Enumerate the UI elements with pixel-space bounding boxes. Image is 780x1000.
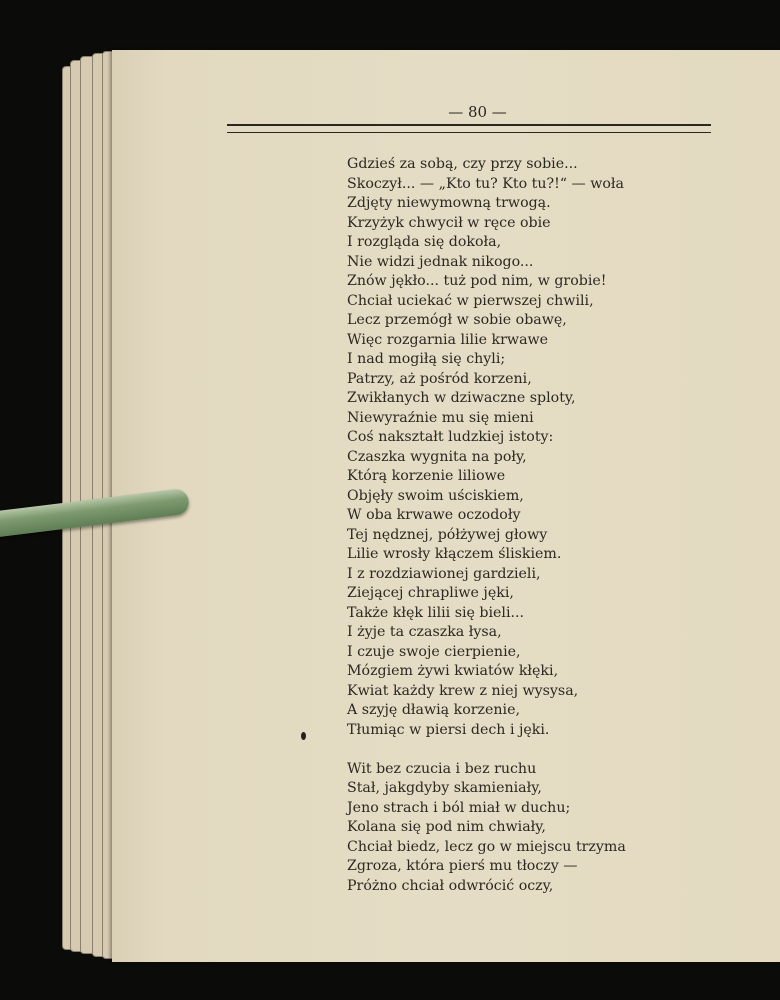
poem-line: Tłumiąc w piersi dech i jęki. [347, 721, 550, 738]
poem-line: Chciał uciekać w pierwszej chwili, [347, 292, 594, 309]
poem-line: Krzyżyk chwycił w ręce obie [347, 214, 551, 231]
page-number: — 80 — [448, 103, 507, 121]
poem-line: W oba krwawe oczodoły [347, 507, 521, 523]
header-rule-thin [227, 132, 711, 133]
poem-line: Kolana się pod nim chwiały, [347, 819, 546, 835]
poem-line: Wit bez czucia i bez ruchu [347, 760, 537, 777]
poem-line: I rozgląda się dokoła, [347, 234, 502, 250]
poem-line: I nad mogiłą się chyli; [347, 351, 506, 367]
poem-line: Lecz przemógł w sobie obawę, [347, 312, 567, 328]
stanza-gap [347, 740, 667, 760]
poem-text [347, 155, 667, 896]
poem-line: A szyję dławią korzenie, [347, 702, 520, 718]
poem-line: Czaszka wygnita na poły, [347, 448, 527, 465]
poem-line: Lilie wrosły kłączem śliskiem. [347, 546, 562, 562]
poem-line: Próżno chciał odwrócić oczy, [347, 877, 554, 894]
header-rule [227, 124, 711, 126]
poem-line: Objęły swoim uściskiem, [347, 487, 524, 504]
poem-line: Kwiat każdy krew z niej wysysa, [347, 682, 579, 699]
poem-line: Skoczył... — „Kto tu? Kto tu?!“ — woła [347, 175, 624, 192]
poem-line: Tej nędznej, półżywej głowy [347, 526, 548, 543]
poem-line: Mózgiem żywi kwiatów kłęki, [347, 663, 559, 679]
poem-line: Także kłęk lilii się bieli... [347, 604, 525, 621]
poem-line: Zgroza, która pierś mu tłoczy — [347, 858, 578, 874]
poem-line: Stał, jakgdyby skamieniały, [347, 780, 542, 796]
poem-line: I z rozdziawionej gardzieli, [347, 565, 541, 582]
poem-line: Zwikłanych w dziwaczne sploty, [347, 390, 576, 406]
poem-line: Którą korzenie liliowe [347, 468, 506, 484]
poem-line: Ziejącej chrapliwe jęki, [347, 585, 514, 601]
poem-line: Chciał biedz, lecz go w miejscu trzyma [347, 838, 626, 855]
poem-line: Znów jękło... tuż pod nim, w grobie! [347, 273, 607, 289]
poem-line: Niewyraźnie mu się mieni [347, 409, 534, 426]
poem-line: Więc rozgarnia lilie krwawe [347, 331, 549, 348]
poem-line: Nie widzi jednak nikogo... [347, 253, 534, 270]
ink-spot [301, 732, 306, 740]
poem-line: Jeno strach i ból miał w duchu; [347, 799, 571, 816]
poem-line: I czuje swoje cierpienie, [347, 643, 521, 660]
poem-line: I żyje ta czaszka łysa, [347, 624, 502, 640]
poem-line: Patrzy, aż pośród korzeni, [347, 370, 532, 387]
poem-line: Gdzieś za sobą, czy przy sobie... [347, 156, 578, 172]
poem-line: Zdjęty niewymowną trwogą. [347, 195, 551, 211]
poem-line: Coś nakształt ludzkiej istoty: [347, 429, 554, 445]
